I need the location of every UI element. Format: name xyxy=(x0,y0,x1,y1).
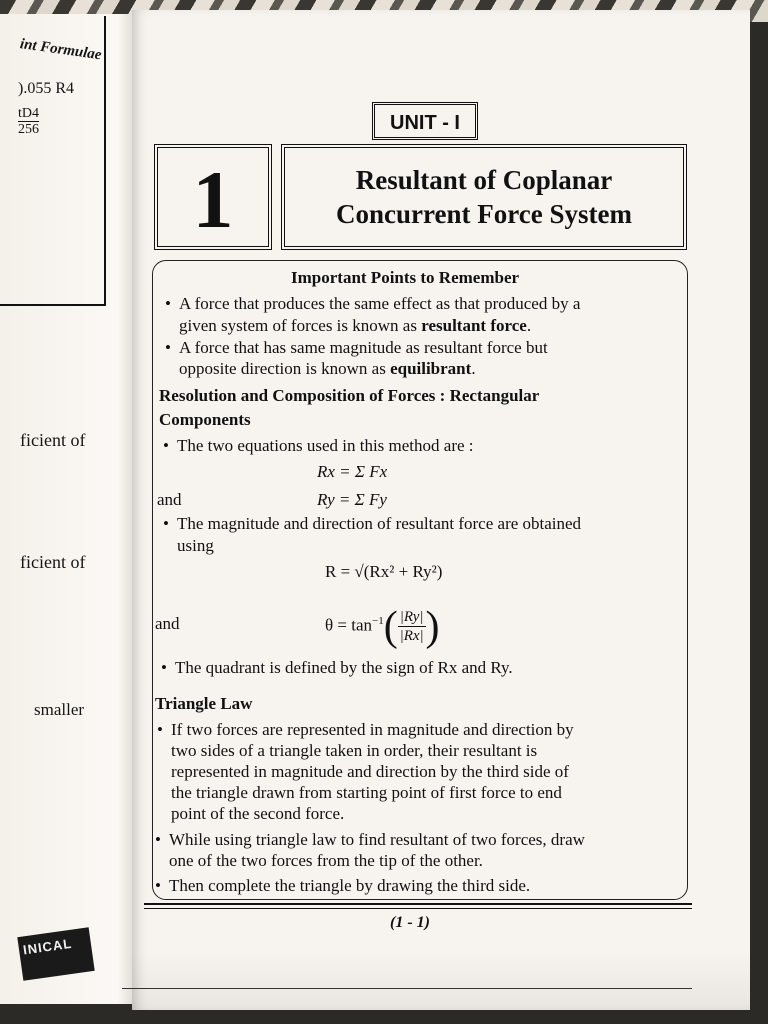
important-points-box xyxy=(152,260,688,900)
previous-page-text-3: smaller xyxy=(34,700,85,719)
unit-label: UNIT - I xyxy=(372,102,478,140)
bullet-resultant-line-1: • A force that produces the same effect as that produced by a xyxy=(179,293,580,314)
chapter-number-box xyxy=(154,144,272,250)
page-shadow xyxy=(132,950,750,1010)
bullet-two-equations: • The two equations used in this method are : xyxy=(177,435,474,456)
section-resolution-heading-line-1: Resolution and Composition of Forces : Rectangular xyxy=(159,386,540,405)
page-bottom-edge xyxy=(122,988,692,989)
chapter-title-box xyxy=(281,144,687,250)
current-page xyxy=(132,10,750,1010)
previous-page-text-1: ficient of xyxy=(20,430,86,450)
bullet-triangle-law-line-3: represented in magnitude and direction by the third side of xyxy=(171,762,569,781)
bullet-resultant-period: . xyxy=(526,316,532,335)
footer-rule xyxy=(144,903,692,905)
fraction-numerator: |Ry| xyxy=(399,609,424,626)
chapter-title-line-1: Resultant of Coplanar xyxy=(355,165,613,195)
bullet-draw-forces-line-1: • While using triangle law to find resultant of two forces, draw xyxy=(169,829,585,850)
bullet-equilibrant-text: opposite direction is known as xyxy=(179,359,391,378)
bullet-triangle-law-line-4: the triangle drawn from starting point of first force to end xyxy=(171,783,562,802)
bullet-resultant-text: given system of forces is known as xyxy=(179,316,422,335)
section-resolution-heading-line-2: Components xyxy=(159,410,251,429)
section-triangle-law-heading: Triangle Law xyxy=(155,694,253,713)
bullet-magnitude-line-1: • The magnitude and direction of resultant force are obtained xyxy=(177,513,581,534)
previous-page-formula-2: tD4 xyxy=(18,106,39,121)
chapter-title-line-2: Concurrent Force System xyxy=(336,199,632,229)
bullet-quadrant: • The quadrant is defined by the sign of Rx and Ry. xyxy=(175,657,513,678)
equation-direction xyxy=(325,599,440,648)
and-label-1: and xyxy=(157,490,182,509)
bullet-triangle-law-line-2: two sides of a triangle taken in order, their resultant is xyxy=(171,741,538,760)
bullet-triangle-law-line-5: point of the second force. xyxy=(171,804,345,823)
bullet-resultant-line-2 xyxy=(179,315,531,336)
footer-rule-thin xyxy=(144,908,692,909)
bullet-magnitude-line-2: using xyxy=(177,536,214,555)
previous-page-formula-1: ).055 R4 xyxy=(18,80,74,97)
chapter-title xyxy=(336,163,632,231)
equation-direction-exponent: −1 xyxy=(372,615,384,627)
equation-ry: Ry = Σ Fy xyxy=(317,490,387,509)
previous-page-formula-3: 256 xyxy=(18,122,39,137)
previous-page-heading: int Formulae xyxy=(18,36,103,64)
fraction-denominator: |Rx| xyxy=(399,628,424,645)
right-paren: ) xyxy=(425,603,440,650)
previous-page-text-2: ficient of xyxy=(20,552,86,572)
previous-page xyxy=(0,14,138,1004)
equation-direction-fraction xyxy=(398,608,426,645)
page-number: (1 - 1) xyxy=(390,914,430,931)
term-equilibrant: equilibrant xyxy=(390,359,472,378)
equation-direction-lhs: θ = tan xyxy=(325,615,372,635)
equation-resultant-magnitude: R = √(Rx² + Ry²) xyxy=(325,562,443,581)
chapter-number: 1 xyxy=(192,154,234,245)
term-resultant-force: resultant force xyxy=(421,316,527,335)
left-paren: ( xyxy=(383,603,398,650)
bullet-equilibrant-line-2 xyxy=(179,358,476,379)
bullet-draw-forces-line-2: one of the two forces from the tip of the other. xyxy=(169,851,483,870)
important-points-heading: Important Points to Remember xyxy=(291,268,520,287)
bullet-triangle-law-line-1: • If two forces are represented in magnitude and direction by xyxy=(171,719,574,740)
publisher-logo: INICAL xyxy=(17,927,94,981)
bullet-equilibrant-line-1: • A force that has same magnitude as resultant force but xyxy=(179,337,548,358)
and-label-2: and xyxy=(155,614,180,633)
equation-rx: Rx = Σ Fx xyxy=(317,462,388,481)
bullet-equilibrant-period: . xyxy=(471,359,476,378)
bullet-complete-triangle: • Then complete the triangle by drawing the third side. xyxy=(169,875,530,896)
